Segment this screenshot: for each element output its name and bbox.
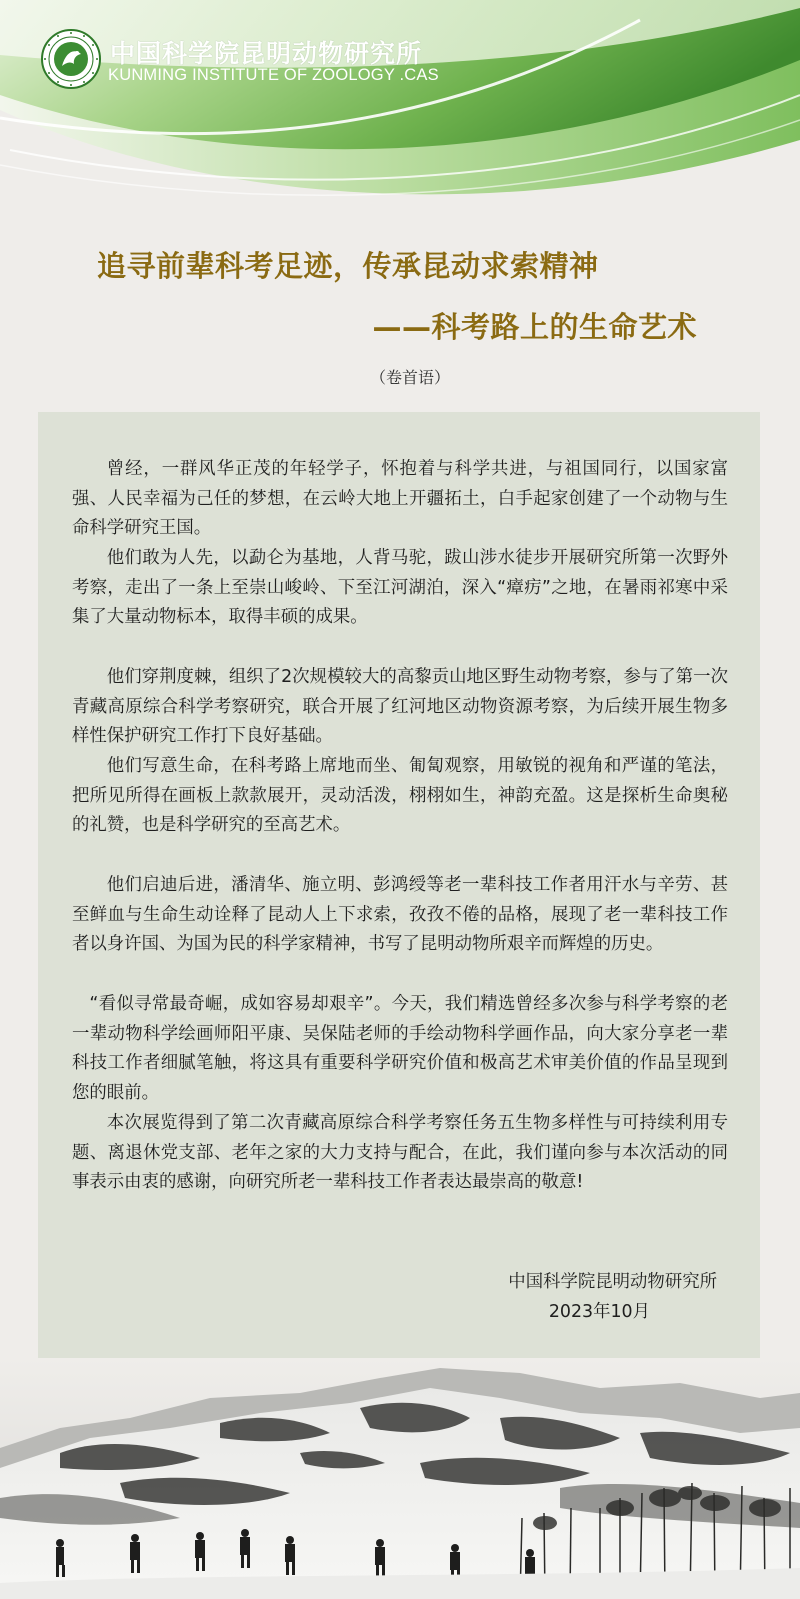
main-subtitle-line: ——科考路上的生命艺术 (372, 310, 697, 344)
institute-name-cn: 中国科学院昆明动物研究所 (110, 39, 423, 68)
institute-emblem-icon (40, 28, 102, 90)
paragraph-6: “看似寻常最奇崛，成如容易却艰辛”。今天，我们精选曾经多次参与科学考察的老一辈动物科学绘画师阳平康、吴保陆老师的手绘动物科学画作品，向大家分享老一辈科技工作者细腻笔触，将这具有重要科学研究价值和极高艺术审美价值的作品呈现到您的眼前。 (72, 994, 728, 1103)
paragraph-1: 曾经，一群风华正茂的年轻学子，怀抱着与科学共进，与祖国同行，以国家富强、人民幸福为己任的梦想，在云岭大地上开疆拓土，白手起家创建了一个动物与生命科学研究王国。 (72, 459, 728, 539)
signature-date: 2023年10月 (548, 1302, 650, 1322)
institute-name-en: KUNMING INSTITUTE OF ZOOLOGY .CAS (108, 66, 439, 84)
institute-logo (40, 28, 439, 92)
signature-organization: 中国科学院昆明动物研究所 (508, 1272, 717, 1292)
paragraph-3: 他们穿荆度棘，组织了2次规模较大的高黎贡山地区野生动物考察，参与了第一次青藏高原综合科学考察研究，联合开展了红河地区动物资源考察，为后续开展生物多样性保护研究工作打下良好基础。 (72, 667, 728, 747)
main-title: 追寻前辈科考足迹，传承昆动求索精神 (97, 249, 599, 283)
preface-text-panel (38, 412, 760, 1359)
paragraph-7: 本次展览得到了第二次青藏高原综合科学考察任务五生物多样性与可持续利用专题、离退休党支部、老年之家的大力支持与配合，在此，我们谨向参与本次活动的同事表示由衷的感谢，向研究所老一辈科技工作者表达最崇高的敬意! (72, 1113, 728, 1193)
paragraph-4: 他们写意生命，在科考路上席地而坐、匍匐观察，用敏锐的视角和严谨的笔法，把所见所得在画板上款款展开，灵动活泼，栩栩如生，神韵充盈。这是探析生命奥秘的礼赞，也是科学研究的至高艺术。 (72, 756, 728, 836)
preface-label: （卷首语） (369, 368, 450, 387)
expedition-mountain-photo (0, 1358, 800, 1599)
paragraph-2: 他们敢为人先，以勐仑为基地，人背马驼，跋山涉水徒步开展研究所第一次野外考察，走出了一条上至崇山峻岭、下至江河湖泊，深入“瘴疠”之地，在暑雨祁寒中采集了大量动物标本，取得丰硕的成果。 (72, 548, 728, 628)
paragraph-5: 他们启迪后进，潘清华、施立明、彭鸿绶等老一辈科技工作者用汗水与辛劳、甚至鲜血与生命生动诠释了昆动人上下求索，孜孜不倦的品格，展现了老一辈科技工作者以身许国、为国为民的科学家精神，书写了昆明动物所艰辛而辉煌的历史。 (72, 875, 728, 955)
